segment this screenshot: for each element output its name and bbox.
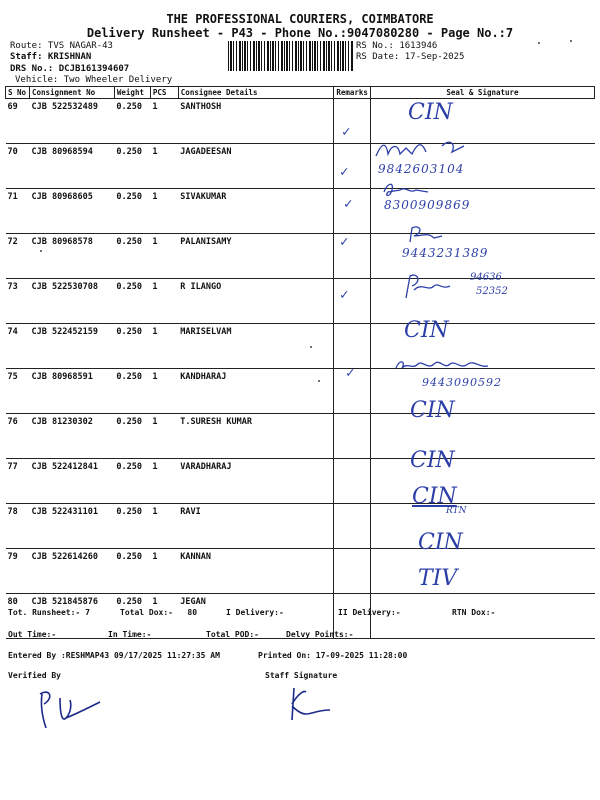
cell-remarks [334,459,371,504]
cell-consignment: CJB 522530708 [29,279,114,324]
cell-consignment: CJB 522452159 [29,324,114,369]
cell-consignment: CJB 80968578 [29,234,114,279]
table-row [6,414,595,459]
vehicle-label: Vehicle: Two Wheeler Delivery [15,75,173,85]
table-row [6,549,595,594]
table-row [6,234,595,279]
cell-signature [370,549,594,594]
handwritten-tiv: TIV [418,566,458,591]
cell-weight: 0.250 [114,144,150,189]
handwritten-cin: CIN [410,448,455,473]
cell-consignment: CJB 522532489 [29,99,114,144]
table-row [6,504,595,549]
remark-tick-mark: ✓ [342,124,351,140]
cell-pcs: 1 [150,324,178,369]
printed-on-label: Printed On: 17-09-2025 11:28:00 [258,651,408,660]
cell-remarks [334,99,371,144]
cell-pcs: 1 [150,144,178,189]
cell-sno: 73 [6,279,30,324]
tot-runsheet-label: Tot. Runsheet:- 7 [8,608,90,617]
cell-sno: 77 [6,459,30,504]
cell-consignment: CJB 81230302 [29,414,114,459]
drs-label: DRS No.: DCJB161394607 [10,64,130,74]
ii-delivery-label: II Delivery:- [338,608,401,617]
cell-consignee: MARISELVAM [178,324,334,369]
cell-consignment: CJB 80968591 [29,369,114,414]
cell-weight: 0.250 [114,594,150,639]
barcode-image [228,41,353,71]
scan-speck [570,40,572,42]
handwritten-phone: 8300909869 [384,198,471,212]
handwritten-rtn: RTN [446,506,467,516]
table-row [6,459,595,504]
cell-signature [370,459,594,504]
col-consignment: Consignment No [29,87,114,99]
table-header-row [6,87,595,99]
cell-sno: 75 [6,369,30,414]
cell-weight: 0.250 [114,324,150,369]
cell-consignment: CJB 521845876 [29,594,114,639]
cell-remarks [334,549,371,594]
staff-signature [284,684,334,724]
out-time-label: Out Time:- [8,630,57,639]
cell-pcs: 1 [150,279,178,324]
cell-pcs: 1 [150,189,178,234]
cell-pcs: 1 [150,99,178,144]
handwritten-signature [392,354,502,376]
cell-pcs: 1 [150,549,178,594]
cell-sno: 76 [6,414,30,459]
cell-consignment: CJB 80968594 [29,144,114,189]
table-row [6,324,595,369]
cell-sno: 78 [6,504,30,549]
cell-consignee: SIVAKUMAR [178,189,334,234]
cell-sno: 71 [6,189,30,234]
cell-sno: 69 [6,99,30,144]
remark-tick-mark: ✓ [346,365,355,381]
cell-consignee: SANTHOSH [178,99,334,144]
handwritten-cin: CIN [404,318,449,343]
handwritten-phone: 9842603104 [378,162,465,176]
cell-consignment: CJB 522614260 [29,549,114,594]
remark-tick-mark: ✓ [340,234,349,250]
handwritten-phone: 9443231389 [402,246,489,260]
handwritten-cin: CIN [412,484,457,509]
remark-tick-mark: ✓ [340,164,349,180]
cell-weight: 0.250 [114,549,150,594]
cell-sno: 72 [6,234,30,279]
col-seal-signature: Seal & Signature [370,87,594,99]
table-row [6,369,595,414]
cell-weight: 0.250 [114,504,150,549]
cell-consignee: RAVI [178,504,334,549]
handwritten-signature [380,180,440,200]
handwritten-cin: CIN [408,100,453,125]
cell-weight: 0.250 [114,99,150,144]
cell-pcs: 1 [150,234,178,279]
handwritten-cin: CIN [410,398,455,423]
remark-tick-mark: ✓ [344,196,353,212]
scan-speck [538,42,540,44]
col-pcs: PCS [150,87,178,99]
cell-weight: 0.250 [114,369,150,414]
verifier-signature [36,684,106,732]
cell-sno: 74 [6,324,30,369]
handwritten-phone: 9443090592 [422,376,502,389]
cell-weight: 0.250 [114,189,150,234]
cell-sno: 70 [6,144,30,189]
remark-tick-mark: ✓ [340,287,349,303]
cell-consignment: CJB 522412841 [29,459,114,504]
entered-by-label: Entered By :RESHMAP43 09/17/2025 11:27:35 AM [8,651,220,660]
cell-pcs: 1 [150,414,178,459]
handwritten-signature [404,224,444,246]
cell-consignee: KANDHARAJ [178,369,334,414]
cell-consignment: CJB 80968605 [29,189,114,234]
col-weight: Weight [114,87,150,99]
delvy-points-label: Delvy Points:- [286,630,354,639]
scan-speck [310,346,312,348]
cell-pcs: 1 [150,504,178,549]
cell-sno: 80 [6,594,30,639]
in-time-label: In Time:- [108,630,152,639]
cell-remarks [334,324,371,369]
cell-signature [370,504,594,549]
company-title: THE PROFESSIONAL COURIERS, COIMBATORE [166,12,434,26]
handwritten-phone-part: 52352 [476,286,508,297]
scan-speck [318,380,320,382]
runsheet-table [5,86,595,639]
rs-no-label: RS No.: 1613946 [356,41,438,51]
col-remarks: Remarks [334,87,371,99]
cell-consignee: VARADHARAJ [178,459,334,504]
total-dox-label: Total Dox:- 80 [120,608,198,617]
cell-consignee: KANNAN [178,549,334,594]
total-pod-label: Total POD:- [206,630,259,639]
cell-remarks [334,504,371,549]
cell-pcs: 1 [150,459,178,504]
cell-consignee: JEGAN [178,594,334,639]
handwritten-signature [372,136,482,162]
handwritten-signature [398,272,454,302]
handwritten-cin: CIN [418,530,463,555]
cell-consignee: R ILANGO [178,279,334,324]
runsheet-subtitle: Delivery Runsheet - P43 - Phone No.:9047080280 - Page No.:7 [86,26,514,40]
cell-weight: 0.250 [114,279,150,324]
cell-sno: 79 [6,549,30,594]
cell-remarks [334,414,371,459]
col-consignee: Consignee Details [178,87,334,99]
route-label: Route: TVS NAGAR-43 [10,41,113,51]
cell-pcs: 1 [150,369,178,414]
cell-weight: 0.250 [114,414,150,459]
rtn-dox-label: RTN Dox:- [452,608,496,617]
cell-consignee: PALANISAMY [178,234,334,279]
col-sno: S No [6,87,30,99]
i-delivery-label: I Delivery:- [226,608,284,617]
cell-pcs: 1 [150,594,178,639]
handwritten-phone-part: 94636 [470,272,502,283]
verified-by-label: Verified By [8,671,61,680]
staff-label: Staff: KRISHNAN [10,52,92,62]
cell-consignment: CJB 522431101 [29,504,114,549]
table-row [6,99,595,144]
rs-date-label: RS Date: 17-Sep-2025 [356,52,465,62]
cell-weight: 0.250 [114,234,150,279]
staff-signature-label: Staff Signature [265,671,338,680]
cell-weight: 0.250 [114,459,150,504]
cell-consignee: T.SURESH KUMAR [178,414,334,459]
cell-consignee: JAGADEESAN [178,144,334,189]
table-row [6,189,595,234]
cell-signature [370,414,594,459]
table-row [6,144,595,189]
scan-speck [40,250,42,252]
